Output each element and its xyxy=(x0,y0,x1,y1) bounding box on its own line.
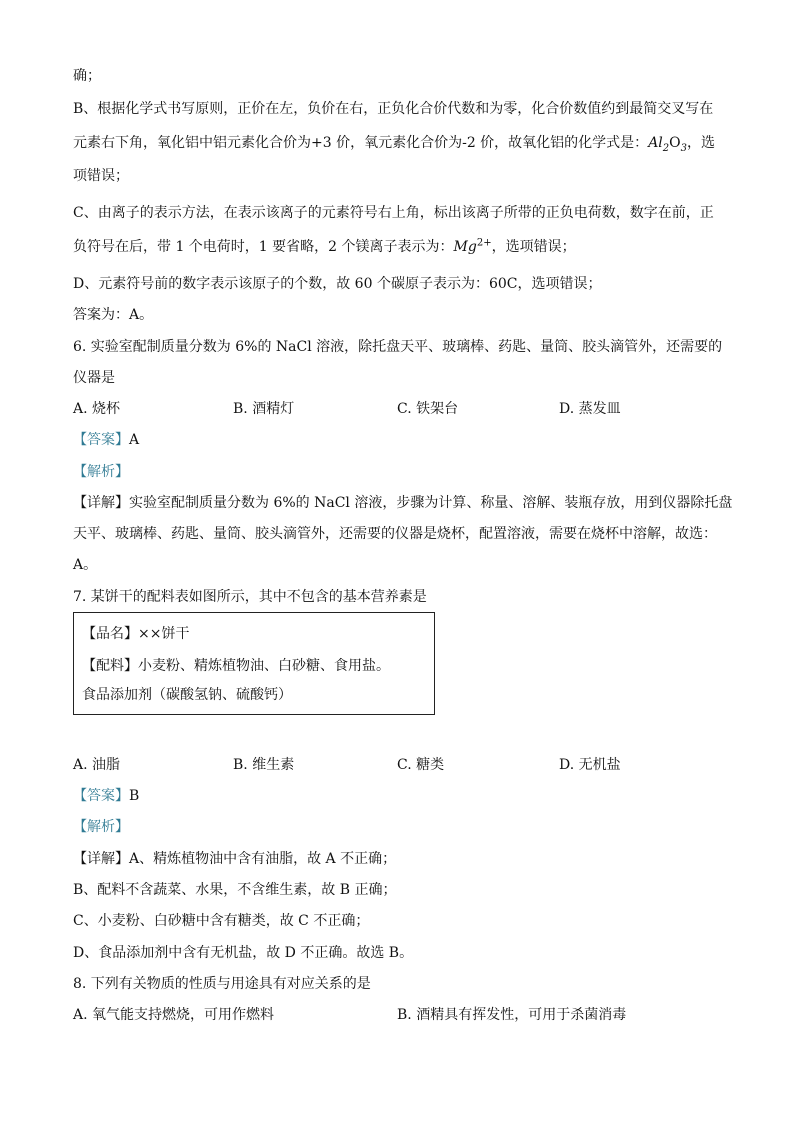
prev-option-c-line-1: C、由离子的表示方法，在表示该离子的元素符号右上角，标出该离子所带的正负电荷数，数字在前，正 xyxy=(73,205,714,221)
q7-detail-text-1: A、精炼植物油中含有油脂，故 A 不正确； xyxy=(129,851,397,867)
prev-option-b-text: 元素右下角，氧化铝中铝元素化合价为+3 价，氧元素化合价为-2 价，故氧化铝的化学式是： xyxy=(73,135,649,151)
q6-stem-line-1: 6. 实验室配制质量分数为 6%的 NaCl 溶液，除托盘天平、玻璃棒、药匙、量筒、胶头滴管外，还需要的 xyxy=(73,339,723,355)
q6-answer-label: 【答案】 xyxy=(73,432,129,448)
ingredient-list-label: 【配料】 xyxy=(82,658,138,674)
q7-answer-value: B xyxy=(129,788,140,804)
prev-option-b-line-1: B、根据化学式书写原则，正价在左，负价在右，正负化合价代数和为零，化合价数值约到最简交叉写在 xyxy=(73,101,714,117)
prev-option-c-line-2 xyxy=(73,237,576,257)
q6-option-a: A. 烧杯 xyxy=(73,401,121,417)
ingredient-list-row xyxy=(82,656,390,676)
ion-symbol: Mg xyxy=(453,239,477,255)
q6-analysis-label: 【解析】 xyxy=(73,464,129,480)
q8-stem: 8. 下列有关物质的性质与用途具有对应关系的是 xyxy=(73,976,371,992)
ion-charge: 2+ xyxy=(476,237,492,249)
q6-detail-line-3: A。 xyxy=(73,557,98,573)
q6-option-c: C. 铁架台 xyxy=(397,401,459,417)
prev-option-b-tail: ，选 xyxy=(687,135,716,151)
q7-option-a: A. 油脂 xyxy=(73,757,121,773)
q7-detail-line-2: B、配料不含蔬菜、水果，不含维生素，故 B 正确； xyxy=(73,882,397,898)
ingredient-name-row xyxy=(82,624,189,644)
q7-analysis-label: 【解析】 xyxy=(73,819,129,835)
q6-detail-label: 【详解】 xyxy=(73,495,129,511)
q7-detail-label: 【详解】 xyxy=(73,851,129,867)
q6-stem-line-2: 仪器是 xyxy=(73,370,115,386)
prev-option-d-line: D、元素符号前的数字表示该原子的个数，故 60 个碳原子表示为：60C，选项错误； xyxy=(73,276,602,292)
q6-detail-text-1: 实验室配制质量分数为 6%的 NaCl 溶液，步骤为计算、称量、溶解、装瓶存放，用到仪器除托盘 xyxy=(129,495,733,511)
al2o3-formula xyxy=(648,135,688,154)
ingredient-list-value: 小麦粉、精炼植物油、白砂糖、食用盐。 xyxy=(138,658,390,674)
q6-option-b: B. 酒精灯 xyxy=(233,401,295,417)
mg-ion xyxy=(454,239,492,255)
q6-detail-line-1 xyxy=(73,493,732,513)
formula-sub-2: 2 xyxy=(662,142,670,154)
prev-option-b-line-2 xyxy=(73,133,715,153)
ingredient-additive-row: 食品添加剂（碳酸氢钠、硫酸钙） xyxy=(82,687,292,703)
q8-option-a: A. 氧气能支持燃烧，可用作燃料 xyxy=(73,1007,275,1023)
ingredient-table xyxy=(73,612,435,715)
q7-answer-label: 【答案】 xyxy=(73,788,129,804)
prev-option-c-text: 负符号在后，带 1 个电荷时，1 要省略，2 个镁离子表示为： xyxy=(73,239,454,255)
formula-al: Al xyxy=(648,135,663,151)
q7-option-c: C. 糖类 xyxy=(397,757,445,773)
q7-option-b: B. 维生素 xyxy=(233,757,295,773)
q7-stem: 7. 某饼干的配料表如图所示，其中不包含的基本营养素是 xyxy=(73,589,427,605)
q7-analysis xyxy=(73,817,129,837)
q7-option-d: D. 无机盐 xyxy=(559,757,621,773)
formula-o: O xyxy=(669,135,681,151)
formula-sub-3: 3 xyxy=(680,142,688,154)
prev-answer: 答案为：A。 xyxy=(73,307,154,323)
q7-answer xyxy=(73,786,139,806)
prev-option-b-line-3: 项错误； xyxy=(73,168,129,184)
q7-detail-line-4: D、食品添加剂中含有无机盐，故 D 不正确。故选 B。 xyxy=(73,945,414,961)
q7-detail-line-1 xyxy=(73,849,396,869)
prev-option-c-tail: ，选项错误； xyxy=(491,239,576,255)
ingredient-name-value: ××饼干 xyxy=(138,626,190,642)
q6-answer-value: A xyxy=(129,432,140,448)
q6-detail-line-2: 天平、玻璃棒、药匙、量筒、胶头滴管外，还需要的仪器是烧杯，配置溶液，需要在烧杯中溶解，故选： xyxy=(73,526,717,542)
prev-line-1: 确； xyxy=(73,68,101,84)
q6-answer xyxy=(73,430,139,450)
ingredient-name-label: 【品名】 xyxy=(82,626,138,642)
q6-analysis xyxy=(73,462,129,482)
q7-detail-line-3: C、小麦粉、白砂糖中含有糖类，故 C 不正确； xyxy=(73,913,370,929)
q6-option-d: D. 蒸发皿 xyxy=(559,401,621,417)
q8-option-b: B. 酒精具有挥发性，可用于杀菌消毒 xyxy=(397,1007,627,1023)
